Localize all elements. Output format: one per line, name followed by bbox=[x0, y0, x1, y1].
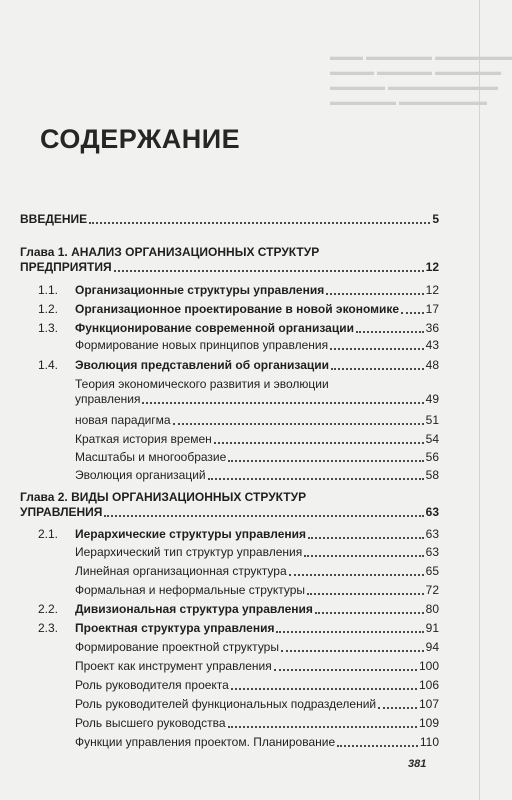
toc-entry-page: 51 bbox=[425, 413, 439, 427]
toc-entry-page: 107 bbox=[418, 697, 439, 711]
toc-entry bbox=[20, 564, 439, 579]
toc-entry-page: 94 bbox=[425, 640, 439, 654]
toc-entry bbox=[20, 283, 439, 298]
toc-entry-page: 91 bbox=[425, 621, 439, 635]
toc-entry-title: Краткая история времен bbox=[75, 432, 212, 446]
toc-entry bbox=[20, 735, 439, 750]
toc-entry bbox=[20, 583, 439, 598]
toc-entry-title: Проект как инструмент управления bbox=[75, 659, 272, 673]
toc-entry bbox=[20, 377, 439, 407]
toc-entry bbox=[20, 468, 439, 483]
toc-entry-title: Функции управления проектом. Планирование bbox=[75, 735, 336, 749]
leader-dots bbox=[326, 293, 423, 295]
toc-entry-title: Масштабы и многообразие bbox=[75, 450, 227, 464]
toc-entry-page: 12 bbox=[425, 260, 439, 274]
leader-dots bbox=[308, 537, 424, 539]
toc-entry bbox=[20, 302, 439, 317]
toc-entry bbox=[20, 659, 439, 674]
toc-entry-page: 63 bbox=[425, 545, 439, 559]
leader-dots bbox=[208, 478, 424, 480]
leader-dots bbox=[142, 402, 423, 404]
leader-dots bbox=[276, 631, 423, 633]
toc-entry-page: 56 bbox=[425, 450, 439, 464]
toc-entry-title: Формальная и неформальные структуры bbox=[75, 583, 305, 597]
leader-dots bbox=[281, 650, 424, 652]
toc-entry-title: Эволюция организаций bbox=[75, 468, 206, 482]
toc-chapter-title-cont: УПРАВЛЕНИЯ bbox=[20, 505, 103, 519]
toc-entry bbox=[20, 338, 439, 353]
leader-dots bbox=[315, 612, 424, 614]
toc-entry bbox=[20, 527, 439, 542]
toc-entry bbox=[20, 450, 439, 465]
toc-entry-title: Роль руководителей функциональных подразделений bbox=[75, 697, 377, 711]
leader-dots bbox=[173, 423, 424, 425]
page-title: СОДЕРЖАНИЕ bbox=[40, 124, 241, 154]
section-number: 1.1. bbox=[38, 283, 59, 297]
toc-entry-title: Роль высшего руководства bbox=[75, 716, 226, 730]
toc-entry-title: Дивизиональная структура управления bbox=[75, 602, 313, 616]
toc-entry-title: Проектная структура управления bbox=[75, 621, 275, 635]
toc-chapter bbox=[20, 490, 439, 520]
toc-entry-title: Формирование проектной структуры bbox=[75, 640, 279, 654]
toc-entry-title: Теория экономического развития и эволюции bbox=[75, 377, 329, 391]
toc-entry-title: Иерархический тип структур управления bbox=[75, 545, 303, 559]
toc-entry-page: 43 bbox=[425, 338, 439, 352]
toc-entry-title: Формирование новых принципов управления bbox=[75, 338, 329, 352]
toc-entry bbox=[20, 697, 439, 712]
toc-entry bbox=[20, 545, 439, 560]
toc-entry bbox=[20, 413, 439, 428]
toc-chapter-title: Глава 1. АНАЛИЗ ОРГАНИЗАЦИОННЫХ СТРУКТУР bbox=[20, 245, 320, 259]
leader-dots bbox=[307, 593, 424, 595]
leader-dots bbox=[356, 331, 424, 333]
toc-entry-page: 17 bbox=[425, 302, 439, 316]
leader-dots bbox=[378, 707, 417, 709]
leader-dots bbox=[304, 555, 423, 557]
leader-dots bbox=[337, 745, 418, 747]
toc-entry-title: Функционирование современной организации bbox=[75, 321, 354, 335]
toc-chapter-title: Глава 2. ВИДЫ ОРГАНИЗАЦИОННЫХ СТРУКТУР bbox=[20, 490, 307, 504]
toc-entry-page: 65 bbox=[425, 564, 439, 578]
toc-entry-page: 109 bbox=[418, 716, 439, 730]
toc-entry bbox=[20, 640, 439, 655]
toc-entry bbox=[20, 358, 439, 373]
toc-entry-page: 48 bbox=[425, 358, 439, 372]
leader-dots bbox=[89, 222, 430, 224]
leader-dots bbox=[401, 312, 424, 314]
toc-entry-title: Эволюция представлений об организации bbox=[75, 358, 330, 372]
toc-entry-page: 63 bbox=[425, 527, 439, 541]
section-number: 1.4. bbox=[38, 358, 59, 372]
toc-entry-title: Линейная организационная структура bbox=[75, 564, 287, 578]
toc-entry-page: 36 bbox=[425, 321, 439, 335]
toc-entry-page: 80 bbox=[425, 602, 439, 616]
leader-dots bbox=[104, 515, 423, 517]
leader-dots bbox=[114, 270, 424, 272]
toc-entry-page: 106 bbox=[418, 678, 439, 692]
leader-dots bbox=[231, 688, 417, 690]
toc-entry-page: 58 bbox=[425, 468, 439, 482]
toc-entry-title: ВВЕДЕНИЕ bbox=[20, 212, 88, 226]
toc-entry-title-cont: управления bbox=[75, 392, 141, 406]
toc-entry-title: Иерархические структуры управления bbox=[75, 527, 306, 541]
section-number: 1.2. bbox=[38, 302, 59, 316]
section-number: 2.1. bbox=[38, 527, 59, 541]
section-number: 2.3. bbox=[38, 621, 59, 635]
section-number: 2.2. bbox=[38, 602, 59, 616]
leader-dots bbox=[330, 348, 424, 350]
leader-dots bbox=[331, 368, 424, 370]
toc-entry-page: 100 bbox=[418, 659, 439, 673]
toc-entry bbox=[20, 321, 439, 336]
toc-entry-title: Организационное проектирование в новой экономике bbox=[75, 302, 400, 316]
toc-entry bbox=[20, 602, 439, 617]
toc-entry-title: Роль руководителя проекта bbox=[75, 678, 229, 692]
toc-entry-page: 110 bbox=[419, 735, 439, 749]
leader-dots bbox=[289, 574, 424, 576]
toc-entry-page: 5 bbox=[432, 212, 439, 226]
show-through-text: ▬▬▬ ▬▬▬▬▬▬ ▬▬▬▬▬▬▬ ▬▬▬▬ ▬▬▬▬▬ ▬▬▬▬▬▬ ▬▬▬▬▬ ▬▬▬▬▬▬▬▬▬▬ ▬▬▬▬▬▬ ▬▬▬▬▬▬▬▬ bbox=[330, 51, 512, 108]
toc-chapter bbox=[20, 245, 439, 275]
leader-dots bbox=[228, 726, 417, 728]
toc-entry-page: 54 bbox=[425, 432, 439, 446]
toc-entry bbox=[20, 212, 439, 227]
toc-entry-page: 63 bbox=[425, 505, 439, 519]
toc-entry-page: 49 bbox=[425, 392, 439, 406]
leader-dots bbox=[274, 669, 417, 671]
section-number: 1.3. bbox=[38, 321, 59, 335]
toc-entry bbox=[20, 432, 439, 447]
toc-entry-title: новая парадигма bbox=[75, 413, 171, 427]
toc-chapter-title-cont: ПРЕДПРИЯТИЯ bbox=[20, 260, 112, 274]
page-edge-line bbox=[479, 0, 480, 800]
toc-entry-page: 72 bbox=[425, 583, 439, 597]
leader-dots bbox=[228, 460, 423, 462]
toc-entry bbox=[20, 678, 439, 693]
toc-entry bbox=[20, 621, 439, 636]
page-number: 381 bbox=[408, 758, 427, 770]
toc-entry-page: 12 bbox=[425, 283, 439, 297]
toc-entry-title: Организационные структуры управления bbox=[75, 283, 325, 297]
toc-entry bbox=[20, 716, 439, 731]
leader-dots bbox=[214, 442, 424, 444]
